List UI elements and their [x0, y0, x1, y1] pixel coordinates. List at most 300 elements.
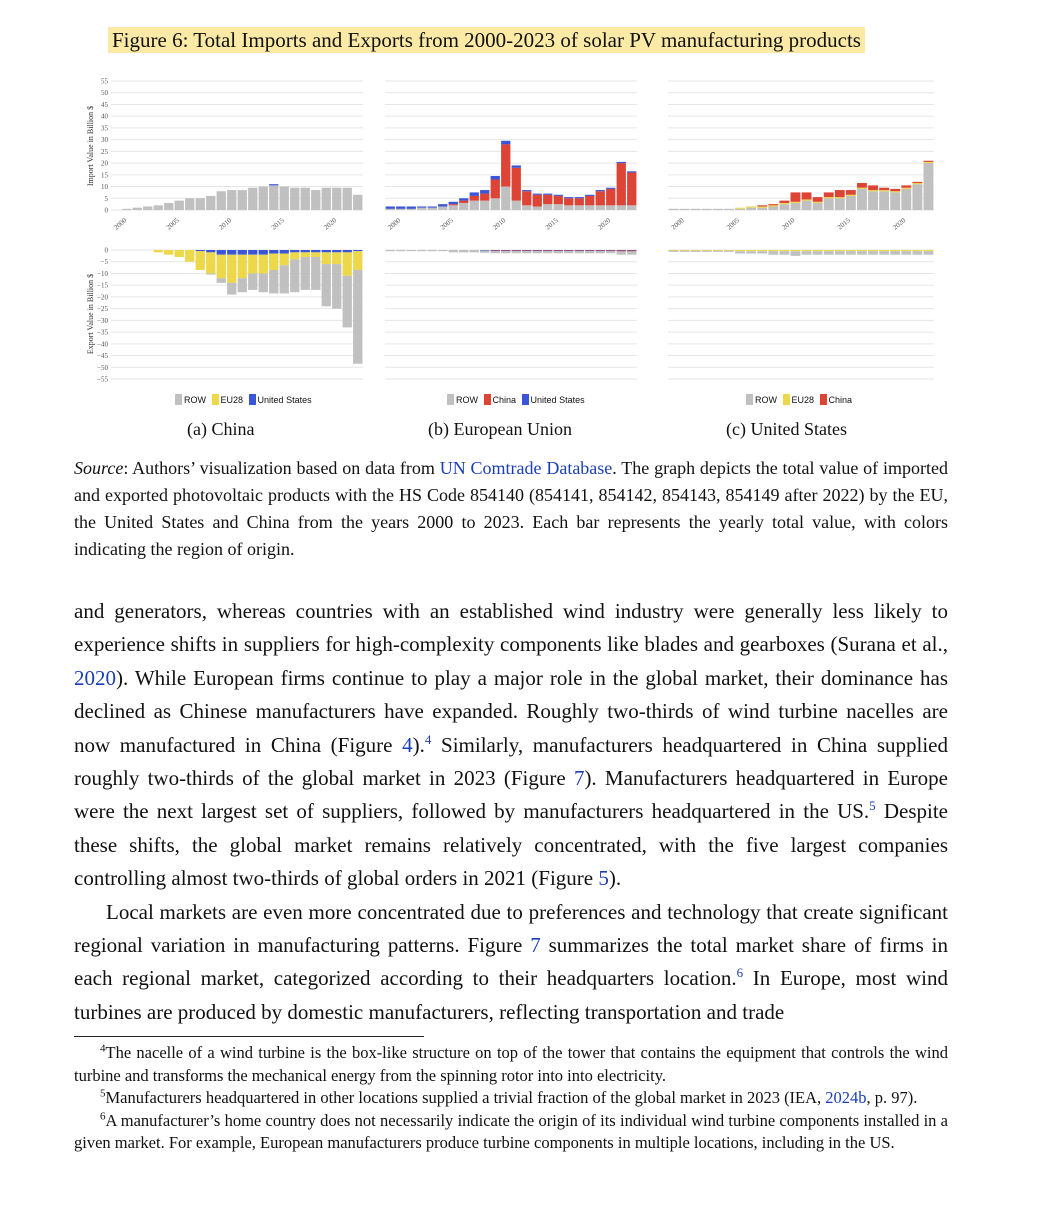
- import-bar-china: [480, 194, 489, 201]
- footnote-divider: [74, 1036, 424, 1037]
- import-bar-row: [846, 196, 856, 210]
- export-bar-eu28: [269, 254, 278, 270]
- export-bar-eu28: [802, 250, 812, 251]
- footnote-marker[interactable]: 4: [424, 731, 432, 747]
- import-bar-united-states: [470, 192, 479, 196]
- import-bar-row: [470, 201, 479, 210]
- export-bar-eu28: [343, 252, 352, 275]
- export-bar-row: [522, 251, 531, 253]
- import-bar-eu28: [890, 191, 900, 192]
- import-ytick-label: 50: [101, 89, 108, 98]
- import-bar-row: [185, 198, 194, 210]
- export-bar-eu28: [735, 250, 745, 251]
- export-ytick-label: −15: [97, 281, 108, 290]
- import-bar-united-states: [543, 194, 552, 195]
- import-bar-china: [606, 189, 615, 205]
- export-bar-row: [924, 251, 934, 255]
- xtick-label: 2005: [725, 216, 741, 232]
- import-bar-united-states: [449, 202, 458, 204]
- import-bar-eu28: [768, 205, 778, 206]
- import-bar-row: [669, 209, 679, 210]
- import-bar-row: [824, 198, 834, 210]
- import-ytick-label: 0: [104, 206, 108, 215]
- import-bar-china: [924, 161, 934, 162]
- figure-charts: [0, 70, 1038, 390]
- text: ). Manufacturers headquartered in Europe were the next largest set of suppliers, followed by manufacturers headquartered in the US.: [74, 766, 948, 824]
- export-bar-row: [480, 250, 489, 252]
- import-bar-china: [757, 205, 767, 206]
- export-bar-row: [259, 273, 268, 292]
- import-bar-united-states: [533, 194, 542, 195]
- export-bar-row: [713, 251, 723, 252]
- legend-swatch-eu28: [783, 394, 790, 405]
- export-ytick-label: −40: [97, 340, 108, 349]
- export-bar-eu28: [857, 250, 867, 251]
- import-ytick-label: 35: [101, 124, 108, 133]
- import-bar-row: [386, 209, 395, 210]
- import-ytick-label: 45: [101, 100, 108, 109]
- import-bar-china: [857, 183, 867, 188]
- figure-ref-link[interactable]: 7: [530, 933, 541, 958]
- export-bar-row: [491, 251, 500, 253]
- footnote-marker[interactable]: 5: [869, 798, 876, 814]
- export-bar-row: [813, 251, 823, 255]
- import-bar-row: [606, 205, 615, 210]
- source-text: : Authors’ visualization based on data from: [123, 458, 440, 478]
- legend-swatch-row: [746, 394, 753, 405]
- text: ). While European firms continue to play a major role in the global market, their dominance has declined as Chinese manufacturers have expanded. Roughly two-thirds of wind turbine nacelles are now manufactured in China (Figure: [74, 665, 948, 757]
- import-bar-china: [501, 144, 510, 186]
- export-ytick-label: −25: [97, 305, 108, 314]
- import-bar-row: [879, 191, 889, 210]
- xtick-label: 2020: [596, 216, 613, 232]
- import-bar-row: [713, 209, 723, 210]
- export-bar-row: [449, 250, 458, 252]
- import-bar-eu28: [868, 190, 878, 191]
- import-bar-china: [846, 190, 856, 195]
- export-bar-row: [438, 250, 447, 251]
- legend-swatch-china: [484, 394, 491, 405]
- footnote-mark: 4: [100, 1042, 106, 1055]
- import-bar-eu28: [846, 195, 856, 196]
- import-bar-row: [868, 191, 878, 210]
- comtrade-link[interactable]: UN Comtrade Database: [439, 458, 613, 478]
- export-bar-united-states: [343, 250, 352, 252]
- export-bar-row: [857, 251, 867, 255]
- import-bar-eu28: [824, 197, 834, 198]
- import-bar-row: [227, 190, 236, 210]
- import-ytick-label: 40: [101, 112, 108, 121]
- import-bar-china: [627, 172, 636, 205]
- figure-ref-link[interactable]: 4: [402, 732, 413, 757]
- import-bar-row: [407, 209, 416, 210]
- export-bar-eu28: [868, 250, 878, 251]
- import-bar-china: [449, 204, 458, 205]
- paragraph: [74, 595, 948, 896]
- footnotes: [74, 1042, 948, 1155]
- export-bar-united-states: [290, 250, 299, 252]
- import-bar-china: [564, 198, 573, 205]
- import-bar-china: [835, 190, 845, 197]
- import-bar-row: [912, 184, 922, 210]
- import-bar-china: [533, 195, 542, 207]
- export-bar-eu28: [332, 252, 341, 264]
- export-bar-united-states: [248, 250, 257, 255]
- import-bar-eu28: [835, 197, 845, 198]
- import-bar-row: [596, 205, 605, 210]
- import-bar-china: [868, 185, 878, 190]
- export-bar-row: [407, 250, 416, 251]
- export-bar-row: [627, 251, 636, 255]
- export-bar-united-states: [353, 250, 362, 251]
- import-bar-row: [779, 204, 789, 210]
- figure-title: Figure 6: Total Imports and Exports from 2000-2023 of solar PV manufacturing products: [108, 27, 865, 53]
- import-ytick-label: 15: [101, 171, 108, 180]
- body-text: [74, 595, 948, 1029]
- import-bar-eu28: [879, 190, 889, 191]
- footnote-text: The nacelle of a wind turbine is the box-like structure on top of the tower that contains the equipment that controls the wind turbine and transforms the mechanical energy from the spinning rotor into into electricity.: [74, 1043, 948, 1085]
- import-bar-row: [835, 198, 845, 210]
- import-bar-united-states: [564, 197, 573, 198]
- export-bar-row: [680, 251, 690, 252]
- footnote: [74, 1110, 948, 1155]
- import-bar-row: [459, 203, 468, 210]
- import-bar-row: [691, 209, 701, 210]
- import-bar-eu28: [757, 206, 767, 207]
- import-bar-china: [890, 189, 900, 191]
- legend-label: United States: [530, 395, 585, 405]
- import-bar-row: [857, 189, 867, 210]
- export-bar-row: [238, 278, 247, 292]
- import-bar-united-states: [428, 206, 437, 207]
- import-bar-eu28: [901, 188, 911, 189]
- export-bar-row: [343, 276, 352, 328]
- export-bar-row: [890, 251, 900, 255]
- import-bar-row: [554, 204, 563, 210]
- import-axis-label: Import Value in Billion $: [86, 105, 95, 187]
- import-bar-row: [617, 205, 626, 210]
- export-bar-united-states: [269, 250, 278, 254]
- export-bar-eu28: [757, 250, 767, 251]
- export-bar-eu28: [217, 255, 226, 278]
- footnote-mark: 6: [100, 1110, 106, 1122]
- legend-swatch-us: [249, 394, 256, 405]
- export-bar-row: [533, 251, 542, 253]
- legend-label: ROW: [456, 395, 478, 405]
- import-bar-row: [746, 208, 756, 210]
- citation-link[interactable]: 2024b: [825, 1088, 867, 1107]
- export-bar-united-states: [259, 250, 268, 255]
- import-bar-row: [438, 206, 447, 210]
- xtick-label: 2010: [491, 216, 508, 232]
- import-bar-china: [554, 196, 563, 204]
- import-bar-row: [396, 209, 405, 210]
- export-bar-eu28: [791, 250, 801, 251]
- export-bar-row: [669, 251, 679, 252]
- export-axis-label: Export Value in Billion $: [86, 273, 95, 355]
- import-bar-china: [912, 182, 922, 183]
- import-bar-china: [512, 168, 521, 201]
- export-bar-row: [428, 250, 437, 251]
- legend-label: United States: [257, 395, 312, 405]
- export-bar-row: [512, 251, 521, 253]
- export-bar-eu28: [824, 250, 834, 251]
- export-bar-row: [575, 251, 584, 253]
- import-bar-eu28: [746, 206, 756, 207]
- export-bar-eu28: [890, 250, 900, 251]
- export-bar-row: [459, 250, 468, 252]
- export-bar-eu28: [353, 251, 362, 270]
- export-bar-eu28: [768, 250, 778, 251]
- import-bar-eu28: [912, 183, 922, 184]
- import-bar-eu28: [802, 199, 812, 200]
- legend-swatch-row: [447, 394, 454, 405]
- export-bar-eu28: [924, 250, 934, 251]
- export-bar-row: [301, 257, 310, 290]
- paragraph: [74, 896, 948, 1030]
- import-bar-row: [724, 209, 734, 210]
- export-ytick-label: −20: [97, 293, 108, 302]
- export-bar-eu28: [238, 255, 247, 278]
- export-bar-eu28: [779, 250, 789, 251]
- import-bar-china: [813, 197, 823, 202]
- legend-us: [746, 392, 855, 408]
- export-bar-row: [835, 251, 845, 255]
- import-bar-china: [459, 201, 468, 203]
- export-bar-united-states: [217, 250, 226, 255]
- export-bar-row: [879, 251, 889, 255]
- export-bar-united-states: [238, 250, 247, 255]
- export-bar-row: [554, 251, 563, 253]
- xtick-label: 2015: [835, 216, 852, 232]
- export-bar-eu28: [746, 250, 756, 251]
- import-ytick-label: 20: [101, 159, 108, 168]
- import-bar-united-states: [459, 198, 468, 200]
- export-bar-eu28: [835, 250, 845, 251]
- export-bar-row: [596, 251, 605, 253]
- import-bar-row: [311, 190, 320, 210]
- export-bar-row: [901, 251, 911, 255]
- export-bar-eu28: [280, 254, 289, 266]
- import-bar-united-states: [386, 206, 395, 208]
- legend-china: [175, 392, 315, 408]
- footnote-text: Manufacturers headquartered in other locations supplied a trivial fraction of the global market in 2023 (IEA,: [105, 1088, 826, 1107]
- legend-label: EU28: [220, 395, 244, 405]
- export-bar-row: [543, 251, 552, 253]
- export-bar-united-states: [280, 250, 289, 254]
- legend-label: ROW: [755, 395, 777, 405]
- import-bar-row: [269, 185, 278, 210]
- import-bar-row: [702, 209, 712, 210]
- export-bar-row: [868, 251, 878, 255]
- import-bar-united-states: [522, 190, 531, 191]
- import-bar-row: [890, 192, 900, 210]
- legend-label: ROW: [184, 395, 206, 405]
- source-text: . The graph depicts the total value of imported and exported photovoltaic products with the HS Code 854140 (854141, 854142, 854143, 854149 after 2022) by the EU, the United States and China from the years 2000 to 2023. Each bar represents the yearly total value, with colors indicating the region of origin.: [74, 458, 948, 559]
- legend-label: China: [492, 395, 517, 405]
- import-bar-china: [824, 192, 834, 197]
- import-bar-row: [512, 201, 521, 210]
- export-bar-eu28: [813, 250, 823, 251]
- export-bar-eu28: [196, 251, 205, 270]
- export-bar-eu28: [227, 255, 236, 283]
- export-bar-row: [824, 251, 834, 255]
- xtick-label: 2005: [438, 216, 455, 232]
- export-ytick-label: −45: [97, 352, 108, 361]
- footnote: [74, 1087, 948, 1110]
- legend-label: EU28: [791, 395, 815, 405]
- export-bar-row: [724, 251, 734, 252]
- export-bar-row: [779, 251, 789, 255]
- footnote-mark: 5: [100, 1087, 106, 1100]
- import-bar-united-states: [575, 197, 584, 198]
- footnote-text: A manufacturer’s home country does not necessarily indicate the origin of its individual wind turbine components installed in a given market. For example, European manufacturers produce turbine components in multiple locations, including in the US.: [74, 1110, 948, 1152]
- figure-ref-link[interactable]: 7: [573, 766, 585, 791]
- import-bar-china: [470, 196, 479, 201]
- export-bar-row: [564, 251, 573, 253]
- xtick-label: 2020: [322, 216, 339, 232]
- import-bar-row: [206, 196, 215, 210]
- import-bar-row: [680, 209, 690, 210]
- import-bar-eu28: [813, 202, 823, 203]
- legend-swatch-row: [175, 394, 182, 405]
- footnote: [74, 1042, 948, 1087]
- xtick-label: 2010: [217, 216, 234, 232]
- import-bar-united-states: [596, 190, 605, 191]
- import-bar-row: [133, 208, 142, 210]
- text: summarizes the total market share of firms in each regional market, categorized according to their headquarters location.: [74, 933, 948, 991]
- import-bar-united-states: [438, 204, 447, 206]
- import-bar-united-states: [417, 206, 426, 207]
- xtick-label: 2000: [112, 216, 129, 232]
- import-bar-row: [290, 188, 299, 210]
- xtick-label: 2000: [386, 216, 403, 232]
- import-bar-row: [757, 208, 767, 210]
- export-ytick-label: −5: [100, 258, 108, 267]
- export-bar-eu28: [259, 255, 268, 274]
- footnote-marker[interactable]: 6: [736, 965, 744, 981]
- export-bar-row: [217, 278, 226, 283]
- import-ytick-label: 10: [101, 183, 108, 192]
- import-ytick-label: 30: [101, 136, 108, 145]
- import-bar-row: [768, 206, 778, 210]
- import-bar-row: [924, 163, 934, 210]
- citation-link[interactable]: 2020: [74, 665, 116, 690]
- text: In Europe, most wind turbines are produced by domestic manufacturers, reflecting transportation and trade: [74, 966, 948, 1024]
- import-bar-row: [122, 209, 131, 210]
- export-bar-row: [746, 251, 756, 253]
- export-bar-row: [735, 251, 745, 253]
- import-bar-china: [575, 198, 584, 205]
- export-bar-row: [501, 251, 510, 253]
- export-bar-row: [702, 251, 712, 252]
- import-bar-row: [175, 201, 184, 210]
- import-bar-row: [154, 205, 163, 210]
- export-ytick-label: −55: [97, 375, 108, 384]
- import-bar-row: [543, 204, 552, 210]
- import-bar-china: [543, 195, 552, 204]
- legend-label: China: [828, 395, 853, 405]
- export-bar-eu28: [901, 250, 911, 251]
- export-bar-row: [417, 250, 426, 251]
- import-bar-row: [480, 201, 489, 210]
- import-bar-row: [164, 203, 173, 210]
- export-bar-row: [206, 273, 215, 274]
- export-bar-eu28: [164, 250, 173, 255]
- import-bar-united-states: [396, 206, 405, 208]
- import-bar-china: [596, 191, 605, 205]
- subcaption-us: (c) United States: [726, 419, 847, 439]
- import-bar-united-states: [617, 162, 626, 163]
- export-bar-eu28: [175, 250, 184, 257]
- legend-swatch-china: [820, 394, 827, 405]
- import-bar-row: [238, 190, 247, 210]
- import-bar-row: [575, 205, 584, 210]
- import-bar-united-states: [501, 141, 510, 145]
- export-bar-united-states: [301, 250, 310, 252]
- export-bar-row: [691, 251, 701, 252]
- import-bar-eu28: [735, 208, 745, 209]
- export-bar-eu28: [185, 250, 194, 262]
- export-bar-row: [396, 250, 405, 251]
- export-ytick-label: −35: [97, 328, 108, 337]
- import-bar-china: [879, 188, 889, 190]
- import-bar-united-states: [407, 206, 416, 208]
- export-bar-united-states: [227, 250, 236, 255]
- xtick-label: 2010: [780, 216, 797, 232]
- import-bar-row: [353, 195, 362, 210]
- export-ytick-label: 0: [104, 246, 108, 255]
- import-bar-row: [248, 188, 257, 210]
- export-ytick-label: −30: [97, 316, 108, 325]
- import-bar-china: [491, 180, 500, 199]
- export-bar-row: [311, 257, 320, 290]
- import-bar-united-states: [269, 184, 278, 185]
- footnote-text: , p. 97).: [866, 1088, 918, 1107]
- import-bar-united-states: [554, 195, 563, 196]
- import-bar-china: [768, 204, 778, 205]
- import-bar-eu28: [779, 203, 789, 204]
- import-bar-row: [196, 198, 205, 210]
- export-bar-united-states: [311, 250, 320, 252]
- import-bar-china: [791, 192, 801, 201]
- subcaption-eu: (b) European Union: [428, 419, 572, 439]
- import-bar-china: [802, 192, 812, 199]
- legend-swatch-eu28: [212, 394, 219, 405]
- figure-source-note: [74, 455, 948, 563]
- import-bar-china: [585, 196, 594, 205]
- import-bar-row: [627, 205, 636, 210]
- export-ytick-label: −10: [97, 269, 108, 278]
- text: ).: [608, 866, 622, 891]
- export-bar-eu28: [206, 252, 215, 273]
- export-bar-row: [386, 250, 395, 251]
- import-bar-row: [280, 187, 289, 210]
- xtick-label: 2015: [543, 216, 560, 232]
- export-bar-united-states: [196, 250, 205, 251]
- export-bar-eu28: [301, 252, 310, 257]
- figure-ref-link[interactable]: 5: [598, 866, 609, 891]
- export-bar-eu28: [879, 250, 889, 251]
- export-bar-row: [248, 273, 257, 289]
- export-bar-row: [332, 264, 341, 309]
- export-bar-eu28: [322, 252, 331, 264]
- import-bar-row: [735, 209, 745, 210]
- export-bar-row: [280, 265, 289, 293]
- text: Despite these shifts, the global market remains relatively concentrated, with the five largest companies controlling almost two-thirds of global orders in 2021 (Figure: [74, 799, 948, 891]
- text: Local markets are even more concentrated due to preferences and technology that create significant regional variation in manufacturing patterns. Figure: [74, 899, 948, 958]
- text: and generators, whereas countries with an established wind industry were generally less likely to experience shifts in suppliers for high-complexity components like blades and gearboxes (Surana et al.,: [74, 599, 948, 657]
